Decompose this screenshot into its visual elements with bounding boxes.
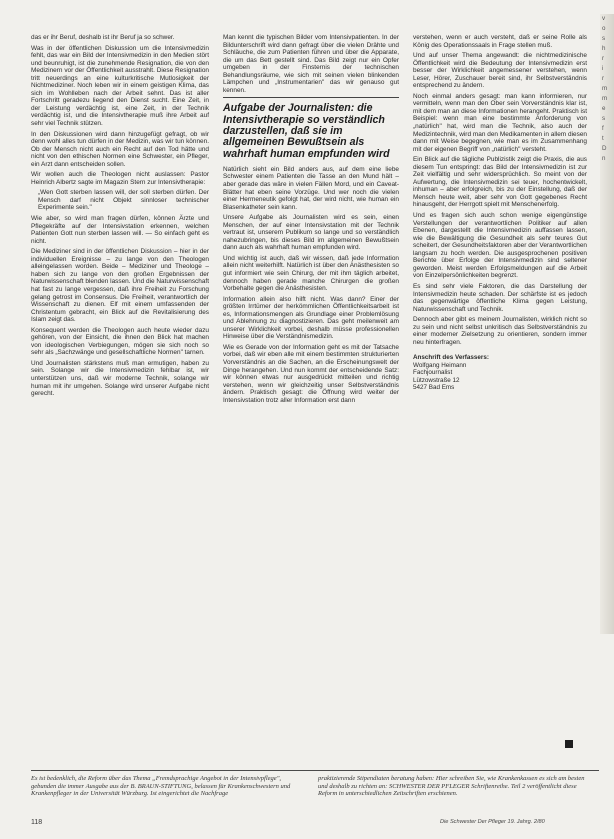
author-line: Wolfgang Heimann	[413, 361, 467, 369]
paragraph: Man kennt die typischen Bilder vom Intensivpatienten. In der Bildunterschrift wird dann gefragt über die vielen Drähte und Schläuche, die zum Patienten führen und über die Apparate, die um das Bett gestellt sind. Das Bild zeigt nur ein Opfer umgeben in der Finsternis der technischen Behandlungsräume, wie sich mit seinen vielen blinkenden Lämpchen und „Instrumentarien" das wir genauso gut kennen.	[223, 34, 399, 94]
column-3	[413, 34, 587, 392]
footnote-right: praktizierende Stipendiaten beratung haben: Hier schreiben Sie, wie Krankenkassen es sich am besten und deshalb zu richten an: SCHWESTER DER PFLEGER Schriftenreihe. Teil 2 veröffentlicht diese Reform in unterschiedlichen Zeitschriften erschienen.	[318, 775, 585, 798]
paragraph: das er ihr Beruf, deshalb ist ihr Beruf ja so schwer.	[31, 34, 175, 41]
edge-letter: r	[602, 75, 605, 82]
edge-letter: v	[602, 15, 606, 22]
paragraph: Information allein also hilft nicht. Was dann? Einer der größten Irrtümer der herkömmlichen Öffentlichkeitsarbeit ist es, Informationsmengen als Grundlage einer Problemlösung und Ablehnung zu diagnostizieren. Das geht meilenweit am unserer Wirklichkeit vorbei, deshalb müsse professionellen Hinweise über die Verständnismedizin.	[223, 295, 399, 341]
author-address	[413, 354, 587, 391]
edge-letter: i	[602, 65, 604, 72]
paragraph: Unsere Aufgabe als Journalisten wird es sein, einen Menschen, der auf einer Intensivstation mit der Technik vertraut ist, unserem Publikum so lange und so verständlich nahezubringen, bis dieses Bild im allgemeinen Bewußtsein dann auch als wahrhaft human empfunden wird.	[223, 214, 399, 252]
paragraph: Wie aber, so wird man fragen dürfen, können Ärzte und Pflegekräfte auf der Intensivstation erkennen, welchen Patienten Gott nun sterben lassen will. — So einfach geht es nicht.	[31, 215, 209, 245]
paragraph: Wie es Gerade von der Information geht es mit der Tatsache vorbei, daß wir eben alle mit einem bestimmten strukturierten Vorverständnis an die Sachen, an die Erscheinungswelt der Dinge herangehen. Und nun kommt der entscheidende Satz: wir können etwas nur ausgedrückt mitteilen und richtig verstehen, wenn wir gleichzeitig unser Selbstverständnis ändern. Praktisch gesagt: die Öffnung wird weiter der Intensivstation trotz aller Information erst dann	[223, 343, 399, 404]
edge-letter: e	[602, 105, 606, 112]
paragraph: Ein Blick auf die tägliche Publizistik zeigt die Praxis, die aus diesem Tun entspringt: das Bild der Intensivmedizin ist zur Zeit vielfältig und sehr widersprüchlich. So meint von der Aufwertung, die Intensivmedizin sei teuer, hochentwickelt, inhuman – aber erfolgreich, bis zu der Einstellung, daß der Mensch heute weit, aber sehr von Gott gegebenes Recht hinausgeht, der Herrgott spielt mit Menschenerfolg.	[413, 156, 587, 209]
edge-letter: r	[602, 55, 605, 62]
paragraph: Konsequent werden die Theologen auch heute wieder dazu gehören, von der Einsicht, die ihnen den Blick hat machen von ideologischen Verbiegungen, mögen sie sich noch so sehr als „Sachzwänge und gesellschaftliche Normen" tarnen.	[31, 326, 209, 357]
paragraph: Und wichtig ist auch, daß wir wissen, daß jede Information allein nicht weiterhilft. Natürlich ist über den Anästhesisten so gut informiert wie sein Chirurg, der mit ihm täglich arbeitet, dennoch haben gerade manche Chirurgen die großen Vorbehalte gegen die Anästhesisten.	[223, 254, 399, 293]
edge-letter: s	[602, 115, 606, 122]
edge-letter: s	[602, 35, 606, 42]
paragraph: Wir wollen auch die Theologen nicht auslassen: Pastor Heinrich Albertz sagte im Magazin Stern zur Intensivtherapie:	[31, 171, 209, 186]
author-line: Fachjournalist	[413, 369, 453, 377]
paragraph: verstehen, wenn er auch versteht, daß er seine Rolle als König des Operationssaals in Frage stellen muß.	[413, 34, 587, 49]
paragraph: Noch einmal anders gesagt: man kann informieren, nur vermitteln, wenn man den Ober sein Vorverständnis klar ist, mit dem man an diese Informationen herangeht. Praktisch ist Beispiel: wenn man eine bestimmte Anforderung von „natürlich" hat, wird man die Technik, also auch der Medizintechnik, wird man den Medikamenten in allem diesen dann mit Weise begegnen, wie man es im Zusammenhang mit der eigenen Begriff von „natürlich" versteht.	[413, 92, 587, 153]
author-heading: Anschrift des Verfassers:	[413, 354, 489, 362]
paragraph: In den Diskussionen wird dann hinzugefügt gefragt, ob wir denn wohl alles tun dürfen in der Medizin, was wir tun können. Ob der Mensch nicht auch ein Recht auf den Tod hätte und nicht von den ethischen Normen eine Schwester, ein Pfleger, ein Arzt dann entscheiden sollen.	[31, 130, 209, 168]
paragraph: Was in der öffentlichen Diskussion um die Intensivmedizin fehlt, das war ein Bild der Intensivmedizin in den Medien stört und beunruhigt, ist die zunehmende Resignation, die von den Medizinern vor der Öffentlichkeit ausstrahlt. Diese Resignation tritt neuerdings an eine kulturkritische Mutlosigkeit der Nichtmediziner. Noch leben wir in einem geistigen Klima, das sich im Wohlleben nach der Arbeit sehnt. Das ist aller Fortschritt geradezu liegend den Dienst sucht. Eine Zeit, in der Leistung verdächtig ist, eine Zeit, in der Technik verdächtig ist, und die Intensivtherapie muß ihre Arbeit auf sehr viel Technik stützen.	[31, 44, 209, 128]
column-2	[223, 34, 399, 407]
footnote-divider	[31, 770, 599, 771]
end-of-article-mark	[565, 740, 573, 748]
quote-albertz: „Wen Gott sterben lassen will, der soll sterben dürfen. Der Mensch darf nicht Objekt sinnloser technischer Experimente sein."	[38, 189, 209, 212]
edge-letter: m	[602, 85, 608, 92]
paragraph: Die Mediziner sind in der öffentlichen Diskussion – hier in der individuellen Ereignisse – zu lange von den Theologen alleingelassen worden. Beide – Mediziner und Theologe – haben sich zu lange von den großen Ergebnissen der Naturwissenschaft blenden lassen. Und die Naturwissenschaft hat fast zu lange vergessen, daß ihre Freiheit zu Forschung gelang getrost im Consensus. Die Freiheit, verantwortlich der Wissenschaft zu dienen. Elf mit einem umfassenden der Christentum gebracht, ein Blick auf die Revitalisierung des Islam zeigt das.	[31, 248, 209, 324]
adjacent-page-edge	[600, 14, 614, 634]
edge-letter: t	[602, 135, 604, 142]
paragraph: Und auf unser Thema angewandt: die nichtmedizinische Öffentlichkeit wird die Bedeutung der Intensivmedizin erst besser der Wirklichkeit angemessener verstehen, wenn Leser, Hörer, Zuschauer bereit sind, ihr Selbstverständnis entsprechend zu ändern.	[413, 52, 587, 90]
edge-letter: D	[602, 145, 607, 152]
edge-letter: h	[602, 45, 606, 52]
paragraph: Es sind sehr viele Faktoren, die das Darstellung der Intensivmedizin heute schaden. Der schärfste ist es jedoch das gegenwärtige öffentliche Klima gegen Leistung, Naturwissenschaft und Technik.	[413, 282, 587, 313]
headline-divider	[223, 97, 399, 98]
paragraph: Und es fragen sich auch schon wenige eigengünstige Verstellungen der verantwortlichen Politiker auf allen Ebenen, dargestellt die Intensivmedizin auffassen lassen, wie die Bewältigung die Gesundheit als sehr teures Gut scheitert, der Gesundheitsfaktoren aber der Verantwortlichen langsam zu hoch werden. Die ausgesprochenen positiven Berichte über Erfolge der Intensivmedizin sind seltener geworden. Meist werden Erfolgsmeldungen auf die Arbeit von Einzelpersönlichkeiten begrenzt.	[413, 212, 587, 280]
edge-letter: f	[602, 125, 604, 132]
paragraph: Dennoch aber gibt es meinem Journalisten, wirklich nicht so zu sein und nicht selbst unkritisch das Selbstverständnis zu einer moderner Zielsetzung zu orientieren, sondern immer neu hinterfragen.	[413, 316, 587, 346]
edge-letter: m	[602, 95, 608, 102]
pull-quote-headline: Aufgabe der Journalisten: die Intensivtherapie so verständlich darzustellen, daß sie im allgemeinen Bewußtsein als wahrhaft human empfunden wird	[223, 102, 390, 160]
edge-letter: n	[602, 155, 606, 162]
edge-letter: o	[602, 25, 606, 32]
page-number: 118	[31, 819, 43, 826]
paragraph: Natürlich sieht ein Bild anders aus, auf dem eine liebe Schwester einem Patienten die Tasse an den Mund hält – aber gerade das wäre in vielen Fällen Mord, und ein Caveat-Blätter hat eben seine Vorzüge. Und wer noch die vielen einer Hermeneutik gefolgt hat, der wird nicht, wie human ein Blasenkatheter sein kann.	[223, 165, 399, 211]
column-1	[31, 34, 209, 401]
paragraph: Und Journalisten stärkstens muß man ermutigen, haben zu sein. Solange wir die Intensivmedizin fehlbar ist, wir unterstützen uns, daß wir moderne Technik, solange wir human mit ihr umgehen. Solange wird unserer Aufgabe nicht gerecht.	[31, 359, 209, 398]
author-line: 5427 Bad Ems	[413, 384, 455, 392]
running-footer: Die Schwester Der Pfleger 19. Jahrg. 2/80	[440, 819, 545, 825]
author-line: Lützowstraße 12	[413, 376, 460, 384]
footnote-left: Es ist bedenklich, die Reform über das Thema „Fremdsprachige Angebot in der Intensivpflege", gebunden die immer Ausgabe aus der B. BRAUN-STIFTUNG, belassen für Krankenschwestern und Krankenpfleger in der Universität Würzburg. Ist eingerichtet die Nachfrage	[31, 775, 291, 798]
